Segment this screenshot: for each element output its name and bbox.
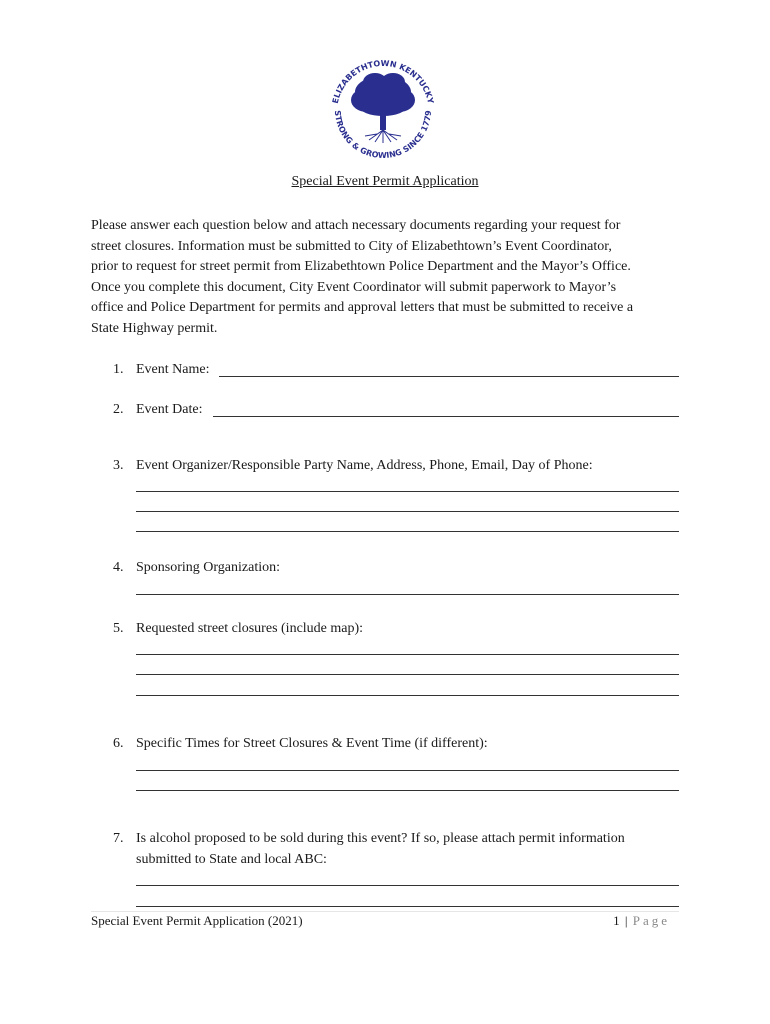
page-number: 1 xyxy=(613,913,620,928)
question-number: 7. xyxy=(113,831,124,846)
times-answer-line[interactable] xyxy=(136,790,679,791)
page-separator: | xyxy=(624,913,628,928)
street-closures-answer-line[interactable] xyxy=(136,654,679,655)
intro-line: Please answer each question below and attach necessary documents regarding your request for xyxy=(91,218,621,233)
alcohol-answer-line[interactable] xyxy=(136,885,679,886)
question-number: 3. xyxy=(113,458,124,473)
question-label: Event Name: xyxy=(136,362,210,377)
event-name-field[interactable] xyxy=(219,376,679,377)
question-number: 1. xyxy=(113,362,124,377)
alcohol-answer-line[interactable] xyxy=(136,906,679,907)
sponsor-answer-line[interactable] xyxy=(136,594,679,595)
intro-line: Once you complete this document, City Event Coordinator will submit paperwork to Mayor’s xyxy=(91,279,617,295)
question-number: 4. xyxy=(113,560,124,575)
question-label: Event Date: xyxy=(136,402,203,417)
organizer-answer-line[interactable] xyxy=(136,531,679,532)
organizer-answer-line[interactable] xyxy=(136,491,679,492)
question-label: Is alcohol proposed to be sold during this event? If so, please attach permit information xyxy=(136,831,625,846)
document-title: Special Event Permit Application xyxy=(291,174,479,189)
question-label-continued: submitted to State and local ABC: xyxy=(136,852,327,867)
footer-page-number xyxy=(613,913,670,929)
question-label: Requested street closures (include map): xyxy=(136,621,364,636)
times-answer-line[interactable] xyxy=(136,770,679,771)
intro-line: street closures. Information must be submitted to City of Elizabethtown’s Event Coordinator, xyxy=(91,238,612,254)
question-number: 2. xyxy=(113,402,124,417)
question-label: Event Organizer/Responsible Party Name, Address, Phone, Email, Day of Phone: xyxy=(136,458,593,473)
logo-top-text: ELIZABETHTOWN KENTUCKY xyxy=(330,58,436,105)
footer-divider xyxy=(91,911,679,912)
logo-bottom-text: STRONG & GROWING SINCE 1779 xyxy=(332,110,434,161)
street-closures-answer-line[interactable] xyxy=(136,695,679,696)
event-date-field[interactable] xyxy=(213,416,679,417)
street-closures-answer-line[interactable] xyxy=(136,674,679,675)
footer-document-name: Special Event Permit Application (2021) xyxy=(91,913,303,928)
page-label: Page xyxy=(632,913,670,928)
intro-line: prior to request for street permit from Elizabethtown Police Department and the Mayor’s Office. xyxy=(91,259,631,274)
intro-line: State Highway permit. xyxy=(91,320,218,336)
intro-line: office and Police Department for permits and approval letters that must be submitted to receive a xyxy=(91,300,634,315)
question-label: Specific Times for Street Closures & Event Time (if different): xyxy=(136,736,488,751)
question-number: 5. xyxy=(113,621,124,636)
question-number: 6. xyxy=(113,736,124,751)
question-label: Sponsoring Organization: xyxy=(136,560,281,575)
intro-paragraph xyxy=(91,216,691,339)
organizer-answer-line[interactable] xyxy=(136,511,679,512)
elizabethtown-seal-logo xyxy=(325,50,440,165)
